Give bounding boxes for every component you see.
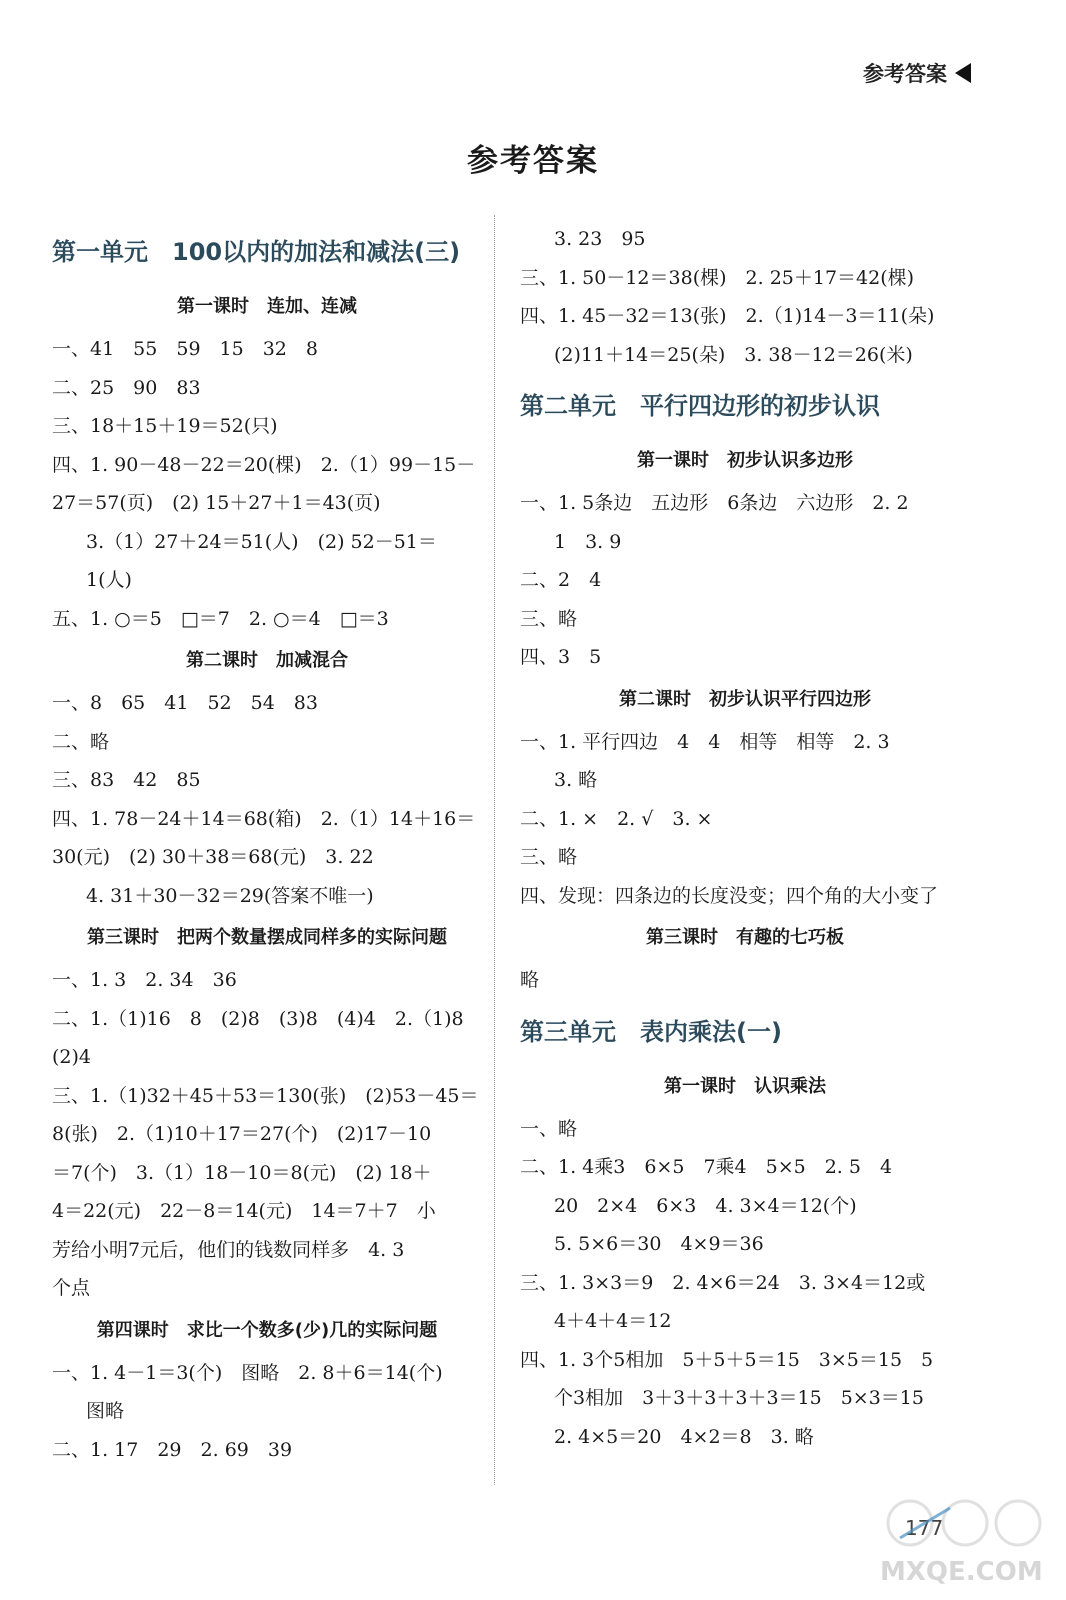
answer-line: 四、1. 78－24＋14＝68(箱) 2.（1）14＋16＝: [52, 807, 476, 830]
answer-line: 2. 4×5＝20 4×2＝8 3. 略: [554, 1425, 814, 1448]
answer-line: 芳给小明7元后，他们的钱数同样多 4. 3: [52, 1238, 405, 1261]
answer-line: 20 2×4 6×3 4. 3×4＝12(个): [554, 1194, 857, 1217]
answer-line: 27＝57(页) (2) 15＋27＋1＝43(页): [52, 492, 381, 514]
page-number: 177: [905, 1516, 944, 1540]
lesson-heading: 第二课时 初步认识平行四边形: [619, 688, 871, 710]
answer-line: (2)11＋14＝25(朵) 3. 38－12＝26(米): [554, 343, 913, 366]
watermark-logo: [870, 1488, 1050, 1588]
triangle-marker-icon: [955, 63, 971, 83]
answer-line: 三、略: [520, 607, 578, 630]
answer-line: 三、1.（1)32＋45＋53＝130(张) (2)53－45＝: [52, 1084, 479, 1107]
answer-line: 四、1. 45－32＝13(张) 2.（1)14－3＝11(朵): [520, 305, 935, 327]
unit-title: 第一单元 100以内的加法和减法(三): [52, 238, 461, 266]
answer-line: 1 3. 9: [554, 530, 622, 553]
answer-line: 3.（1）27＋24＝51(人) (2) 52－51＝: [86, 530, 437, 553]
answer-line: (2)4: [52, 1046, 92, 1068]
answer-line: 一、略: [520, 1117, 578, 1140]
answer-line: 四、1. 3个5相加 5＋5＋5＝15 3×5＝15 5: [520, 1348, 934, 1371]
answer-line: 一、1. 3 2. 34 36: [52, 969, 237, 991]
answer-line: 二、2 4: [520, 569, 602, 591]
answer-line: 4＝22(元) 22－8＝14(元) 14＝7＋7 小: [52, 1200, 436, 1222]
answer-line: 二、1. 17 29 2. 69 39: [52, 1438, 293, 1461]
unit-title: 第三单元 表内乘法(一): [520, 1017, 782, 1046]
answer-line: 三、83 42 85: [52, 769, 201, 791]
running-header-label: 参考答案: [863, 62, 947, 86]
lesson-heading: 第三课时 有趣的七巧板: [646, 927, 844, 948]
unit-title: 第二单元 平行四边形的初步认识: [520, 392, 880, 420]
answer-line: 二、25 90 83: [52, 376, 201, 399]
answer-line: 二、1.（1)16 8 (2)8 (3)8 (4)4 2.（1)8: [52, 1007, 464, 1030]
answer-line: 三、略: [520, 846, 578, 868]
answer-line: 一、1. 平行四边 4 4 相等 相等 2. 3: [520, 730, 890, 753]
answer-line: 30(元) (2) 30＋38＝68(元) 3. 22: [52, 846, 374, 868]
answer-line: 4. 31＋30－32＝29(答案不唯一): [86, 884, 374, 907]
right-column: [520, 220, 970, 1456]
answer-line: 四、3 5: [520, 646, 602, 668]
answer-line: 二、1. × 2. √ 3. ×: [520, 807, 713, 830]
watermark-text: MXQE.COM: [880, 1557, 1043, 1587]
lesson-heading: 第一课时 初步认识多边形: [637, 450, 853, 471]
page-title: 参考答案: [467, 143, 599, 179]
lesson-heading: 第四课时 求比一个数多(少)几的实际问题: [96, 1319, 438, 1341]
answer-line: ＝7(个) 3.（1）18－10＝8(元) (2) 18＋: [52, 1161, 432, 1184]
lesson-heading: 第一课时 连加、连减: [177, 296, 357, 317]
answer-line: 三、18＋15＋19＝52(只): [52, 415, 278, 437]
answer-line: 个3相加 3＋3＋3＋3＋3＝15 5×3＝15: [554, 1387, 924, 1409]
answer-line: 个点: [52, 1277, 91, 1299]
answer-line: 图略: [86, 1400, 125, 1422]
answer-line: 3. 23 95: [554, 228, 646, 250]
answer-line: 三、1. 3×3＝9 2. 4×6＝24 3. 3×4＝12或: [520, 1271, 926, 1294]
answer-line: 一、1. 5条边 五边形 6条边 六边形 2. 2: [520, 492, 909, 514]
left-column: [52, 220, 482, 1469]
answer-line: 4＋4＋4＝12: [554, 1310, 672, 1332]
answer-line: 8(张) 2.（1)10＋17＝27(个) (2)17－10: [52, 1123, 432, 1145]
answer-line: 一、1. 4－1＝3(个) 图略 2. 8＋6＝14(个): [52, 1361, 443, 1384]
answer-line: 四、发现：四条边的长度没变；四个角的大小变了: [520, 884, 939, 907]
lesson-heading: 第二课时 加减混合: [186, 650, 348, 671]
answer-line: 略: [520, 969, 540, 991]
running-header: [863, 58, 971, 88]
answer-line: 5. 5×6＝30 4×9＝36: [554, 1233, 764, 1255]
lesson-heading: 第三课时 把两个数量摆成同样多的实际问题: [87, 927, 447, 948]
column-divider: [494, 215, 495, 1485]
answer-line: 二、略: [52, 730, 110, 753]
answer-line: 一、41 55 59 15 32 8: [52, 338, 318, 360]
answer-line: 三、1. 50－12＝38(棵) 2. 25＋17＝42(棵): [520, 266, 915, 289]
answer-line: 二、1. 4乘3 6×5 7乘4 5×5 2. 5 4: [520, 1156, 893, 1178]
answer-line: 3. 略: [554, 769, 598, 791]
answer-line: 五、1. ○＝5 □＝7 2. ○＝4 □＝3: [52, 607, 389, 630]
lesson-heading: 第一课时 认识乘法: [664, 1075, 826, 1097]
answer-line: 一、8 65 41 52 54 83: [52, 692, 318, 714]
answer-line: 1(人): [86, 569, 132, 591]
answer-line: 四、1. 90－48－22＝20(棵) 2.（1）99－15－: [52, 453, 476, 476]
